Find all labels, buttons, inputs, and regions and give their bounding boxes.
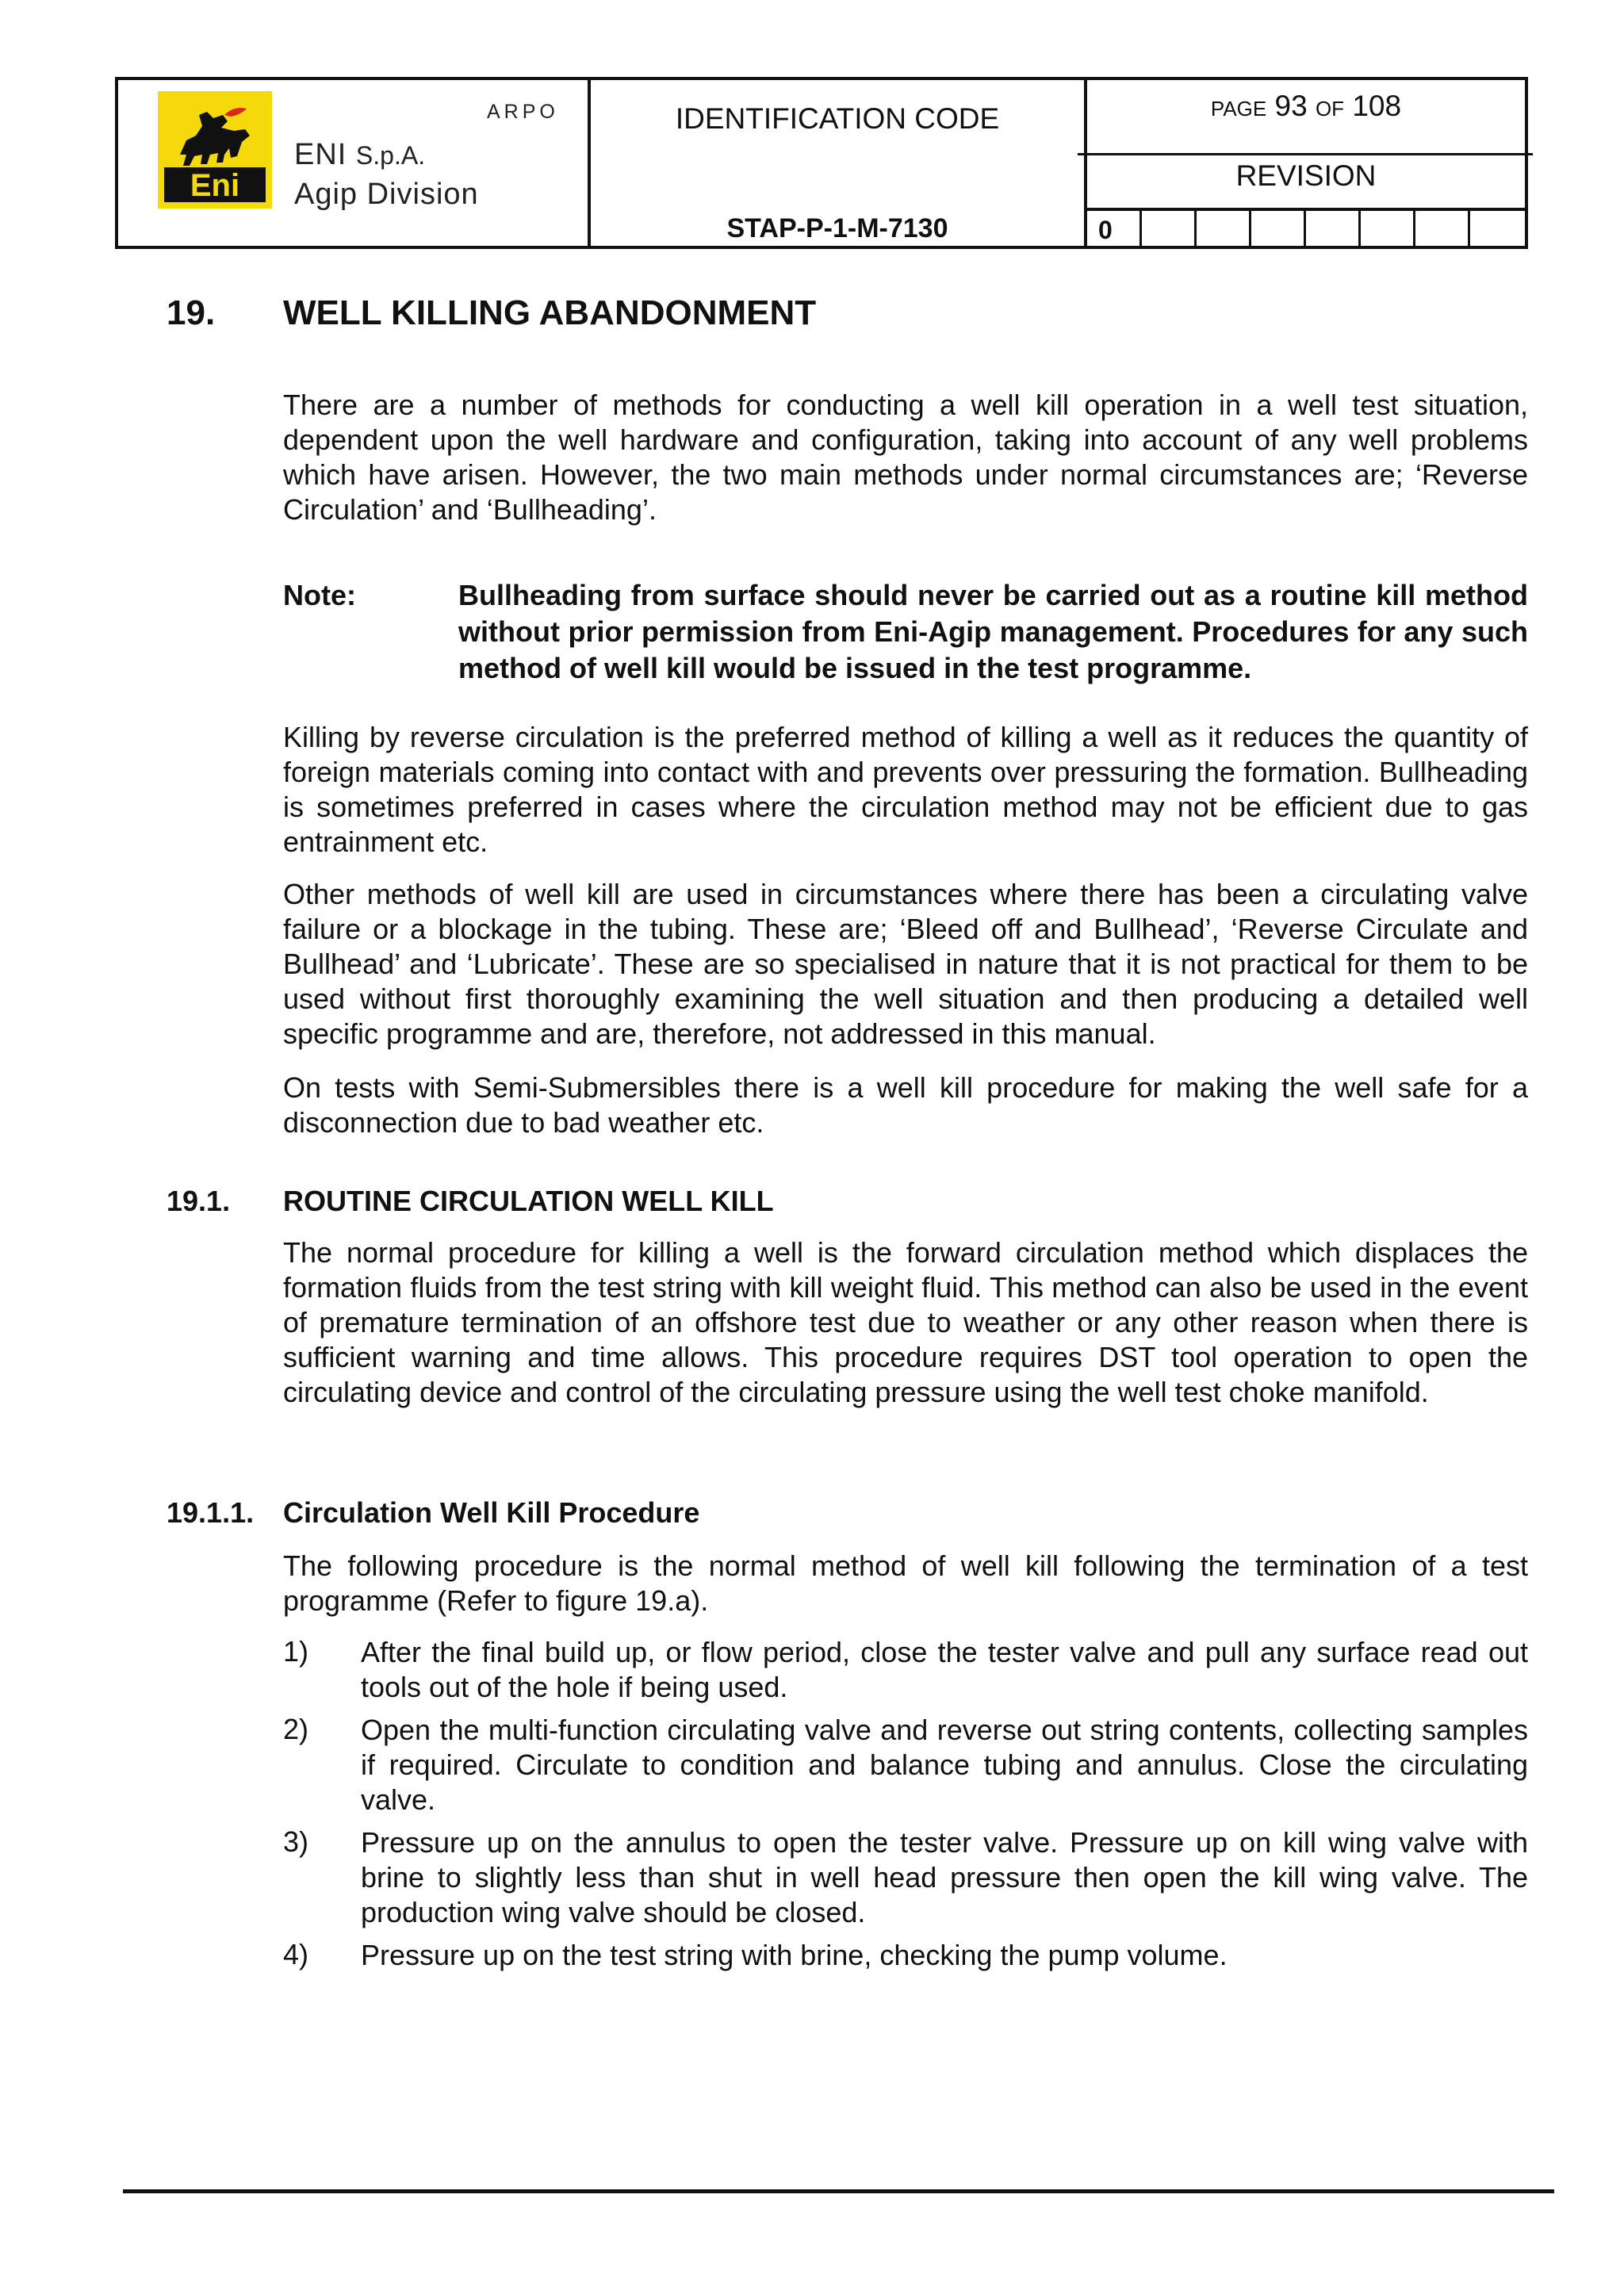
step-number: 4) [283, 1938, 309, 1970]
of-word: OF [1315, 97, 1345, 121]
company-name-suffix: S.p.A. [355, 141, 426, 170]
step-text: Pressure up on the annulus to open the tester valve. Pressure up on kill wing valve with brine to slightly less than shut in well head pressure then open the kill wing valve. The production wing valve should be closed. [361, 1826, 1528, 1928]
step-number: 2) [283, 1713, 309, 1745]
revision-box [1415, 211, 1470, 246]
revision-box [1470, 211, 1525, 246]
header-id-cell [591, 80, 1087, 246]
paragraph-other-methods: Other methods of well kill are used in circumstances where there has been a circulating valve failure or a blockage in the tubing. These are; ‘Bleed off and Bullhead’, ‘Reverse Circulate and Bullhead’ and ‘Lubricate’. These are so specialised in nature that it is not practical for them to be used without first thoroughly examining the well situation and then producing a detailed well specific programme and are, therefore, not addressed in this manual. [283, 878, 1528, 1050]
page-indicator [1087, 90, 1525, 123]
revision-box [1197, 211, 1251, 246]
revision-label: REVISION [1235, 159, 1377, 192]
section-number: 19. [167, 293, 216, 332]
section-intro: There are a number of methods for conducting a well kill operation in a well test situation, dependent upon the well hardware and configuration, taking into account of any well problems which have arisen. However, the two main methods under normal circumstances are; ‘Reverse Circulation’ and ‘Bullheading’. [283, 389, 1528, 526]
eni-logo [158, 91, 272, 209]
step-number: 3) [283, 1825, 309, 1858]
six-legged-dog-icon [158, 91, 272, 209]
step-number: 1) [283, 1635, 309, 1668]
revision-box [1361, 211, 1415, 246]
id-code-label: IDENTIFICATION CODE [675, 102, 1000, 135]
page-total: 108 [1352, 90, 1402, 122]
step-text: Open the multi-function circulating valve and reverse out string contents, collecting samples if required. Circulate to condition and balance tubing and annulus. Close the circulating valve. [361, 1714, 1528, 1816]
revision-boxes [1087, 208, 1525, 246]
header-page-cell [1087, 80, 1525, 246]
header-company-cell [118, 80, 591, 246]
company-name [294, 136, 479, 214]
id-code-value: STAP-P-1-M-7130 [726, 213, 948, 243]
paragraph-reverse-circulation: Killing by reverse circulation is the preferred method of killing a well as it reduces the quantity of foreign materials coming into contact with and prevents over pressuring the formation. Bullheading is sometimes preferred in cases where the circulation method may not be efficient due to gas entrainment etc. [283, 721, 1528, 858]
revision-box [1142, 211, 1197, 246]
revision-separator [1078, 153, 1533, 155]
subsection-number: 19.1. [167, 1185, 231, 1217]
arpo-label: ARPO [487, 101, 559, 123]
step-text: Pressure up on the test string with brine, checking the pump volume. [361, 1939, 1228, 1971]
paragraph-semi-submersibles: On tests with Semi-Submersibles there is a well kill procedure for making the well safe for a disconnection due to bad weather etc. [283, 1071, 1528, 1139]
note-label: Note: [283, 579, 356, 611]
division-name: Agip Division [294, 178, 479, 211]
procedure-intro: The following procedure is the normal method of well kill following the termination of a test programme (Refer to figure 19.a). [283, 1549, 1528, 1617]
subsubsection-title: Circulation Well Kill Procedure [283, 1496, 700, 1529]
page-number: 93 [1274, 90, 1308, 122]
subsubsection-number: 19.1.1. [167, 1496, 255, 1529]
revision-box [1251, 211, 1306, 246]
logo-text: Eni [190, 168, 240, 203]
section-title: WELL KILLING ABANDONMENT [283, 293, 817, 332]
revision-box-current: 0 [1087, 211, 1142, 246]
footer-rule [123, 2189, 1554, 2193]
subsection-title: ROUTINE CIRCULATION WELL KILL [283, 1185, 774, 1217]
revision-box [1306, 211, 1361, 246]
document-header [115, 77, 1528, 249]
step-text: After the final build up, or flow period, close the tester valve and pull any surface read out tools out of the hole if being used. [361, 1636, 1528, 1703]
page-word: PAGE [1210, 97, 1267, 121]
subsection-text: The normal procedure for killing a well is the forward circulation method which displaces the formation fluids from the test string with kill weight fluid. This method can also be used in the event of premature termination of an offshore test due to weather or any other reason when there is sufficient warning and time allows. This procedure requires DST tool operation to open the circulating device and control of the circulating pressure using the well test choke manifold. [283, 1236, 1528, 1408]
note-text: Bullheading from surface should never be carried out as a routine kill method without prior permission from Eni-Agip management. Procedures for any such method of well kill would be issued in the test programme. [458, 579, 1528, 684]
company-name-main: ENI [294, 138, 347, 171]
